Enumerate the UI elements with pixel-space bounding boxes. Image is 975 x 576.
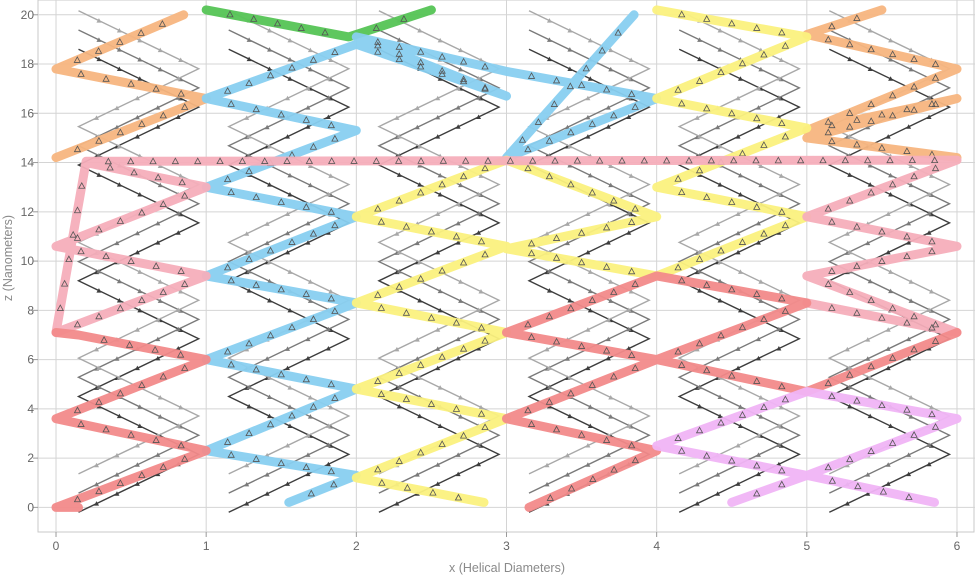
y-tick-label: 2 — [27, 451, 34, 466]
y-tick-label: 16 — [20, 106, 34, 121]
y-tick-label: 20 — [20, 7, 34, 22]
y-tick-label: 12 — [20, 204, 34, 219]
x-axis-label: x (Helical Diameters) — [449, 561, 565, 575]
y-tick-label: 4 — [27, 401, 34, 416]
x-tick-label: 1 — [202, 539, 210, 553]
y-axis-label: z (Nanometers) — [1, 214, 15, 302]
y-tick-label: 6 — [27, 352, 34, 367]
y-tick-label: 10 — [20, 254, 34, 269]
highlight-strand — [807, 10, 957, 158]
x-tick-label: 4 — [653, 539, 661, 553]
y-tick-label: 0 — [27, 500, 34, 515]
x-tick-label: 3 — [503, 539, 510, 553]
x-tick-label: 0 — [52, 539, 60, 553]
x-tick-label: 5 — [803, 539, 811, 553]
y-tick-label: 18 — [20, 57, 34, 72]
highlight-strand — [206, 10, 431, 37]
x-tick-label: 6 — [953, 539, 961, 553]
x-tick-label: 2 — [352, 539, 360, 553]
y-tick-label: 14 — [20, 155, 34, 170]
y-tick-label: 8 — [27, 303, 34, 318]
